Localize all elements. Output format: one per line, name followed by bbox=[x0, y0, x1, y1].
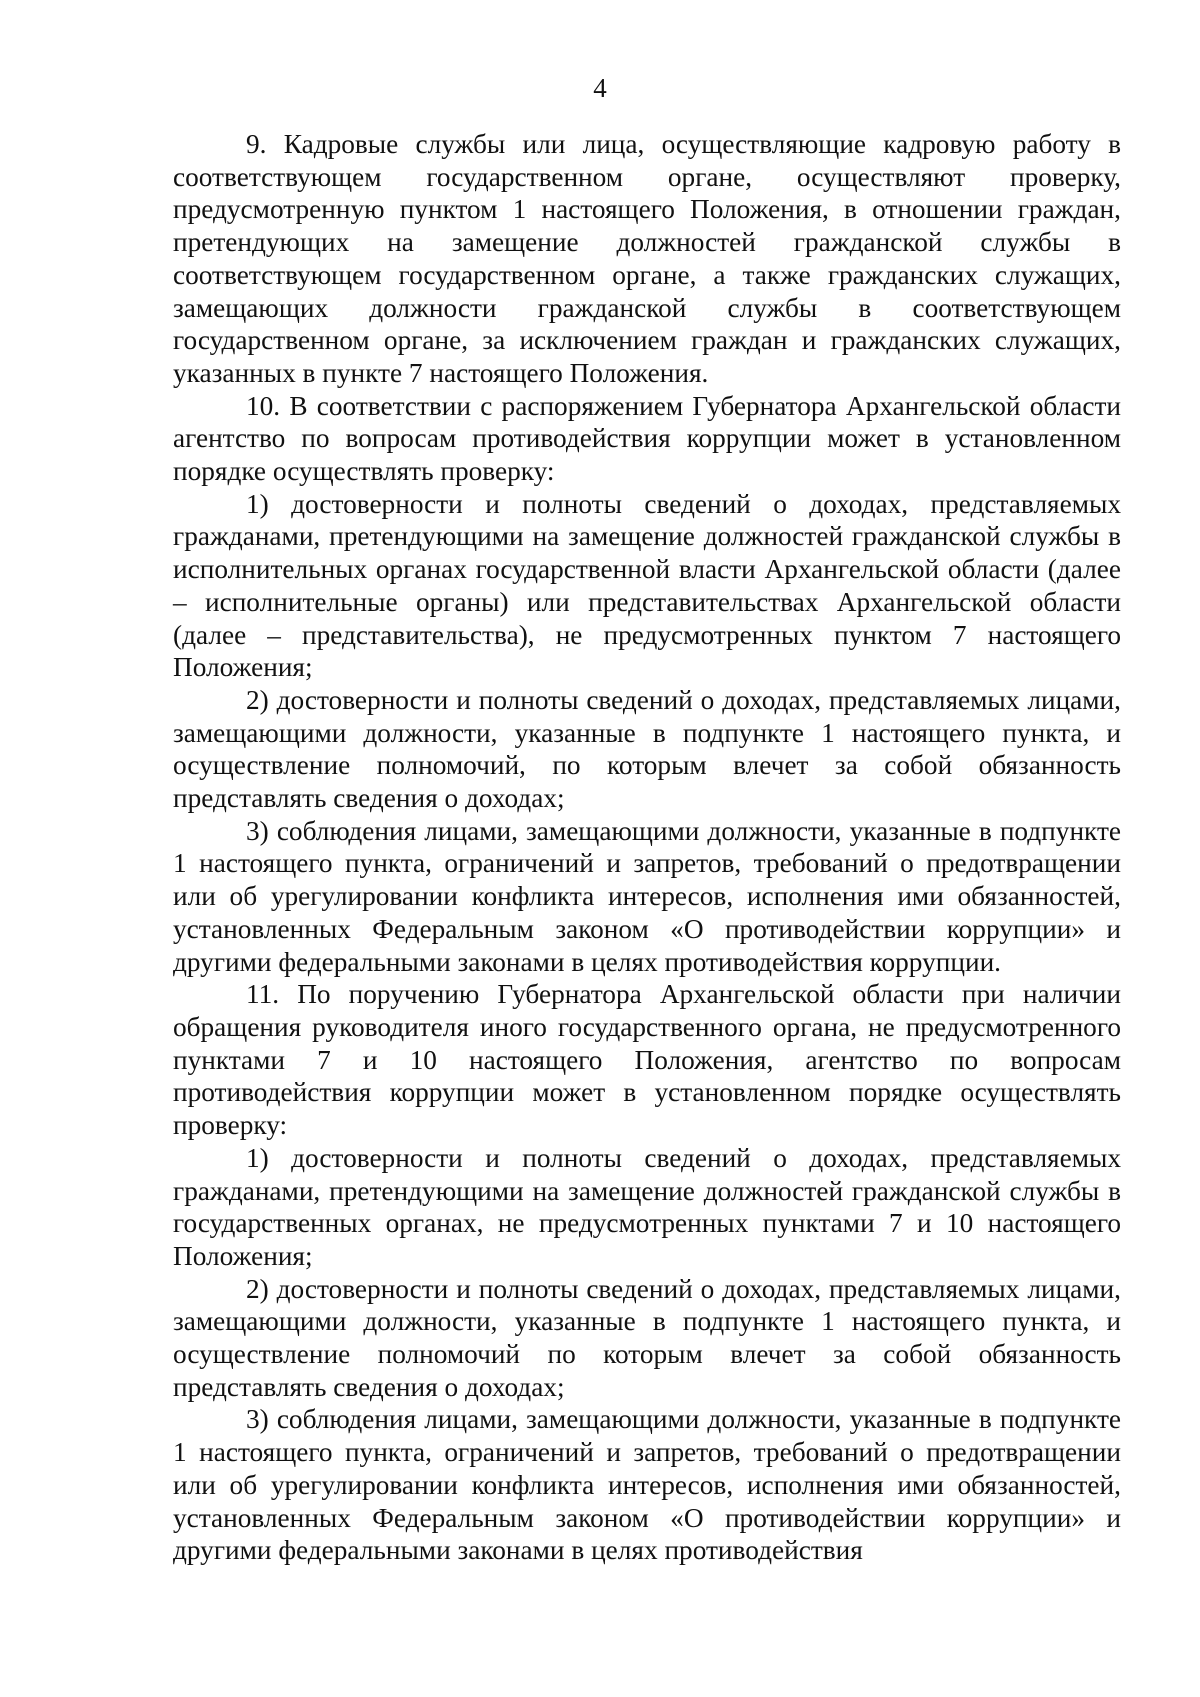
paragraph-11-item-3: 3) соблюдения лицами, замещающими должности, указанные в подпункте 1 настоящего пункта, ограничений и запретов, требований о предотвращении или об урегулировании конфликта интересов, исполнения ими обязанностей, установленных Федеральным законом «О противодействии коррупции» и другими федеральными законами в целях противодействия bbox=[173, 1404, 1121, 1566]
paragraph-10-item-3: 3) соблюдения лицами, замещающими должности, указанные в подпункте 1 настоящего пункта, ограничений и запретов, требований о предотвращении или об урегулировании конфликта интересов, исполнения ими обязанностей, установленных Федеральным законом «О противодействии коррупции» и другими федеральными законами в целях противодействия коррупции. bbox=[173, 815, 1121, 977]
paragraph-9: 9. Кадровые службы или лица, осуществляющие кадровую работу в соответствующем государственном органе, осуществляют проверку, предусмотренную пунктом 1 настоящего Положения, в отношении граждан, претендующих на замещение должностей гражданской службы в соответствующем государственном органе, а также гражданских служащих, замещающих должности гражданской службы в соответствующем государственном органе, за исключением граждан и гражданских служащих, указанных в пункте 7 настоящего Положения. bbox=[173, 129, 1121, 388]
page-number: 4 bbox=[593, 73, 607, 103]
document-body bbox=[173, 128, 1121, 1567]
paragraph-10: 10. В соответствии с распоряжением Губернатора Архангельской области агентство по вопросам противодействия коррупции может в установленном порядке осуществлять проверку: bbox=[173, 390, 1121, 487]
paragraph-11-item-2: 2) достоверности и полноты сведений о доходах, представляемых лицами, замещающими должности, указанные в подпункте 1 настоящего пункта, и осуществление полномочий по которым влечет за собой обязанность представлять сведения о доходах; bbox=[173, 1273, 1121, 1402]
paragraph-10-item-1: 1) достоверности и полноты сведений о доходах, представляемых гражданами, претендующими на замещение должностей гражданской службы в исполнительных органах государственной власти Архангельской области (далее – исполнительные органы) или представительствах Архангельской области (далее – представительства), не предусмотренных пунктом 7 настоящего Положения; bbox=[173, 488, 1121, 683]
paragraph-11-item-1: 1) достоверности и полноты сведений о доходах, представляемых гражданами, претендующими на замещение должностей гражданской службы в государственных органах, не предусмотренных пунктами 7 и 10 настоящего Положения; bbox=[173, 1142, 1121, 1271]
paragraph-10-item-2: 2) достоверности и полноты сведений о доходах, представляемых лицами, замещающими должности, указанные в подпункте 1 настоящего пункта, и осуществление полномочий, по которым влечет за собой обязанность представлять сведения о доходах; bbox=[173, 684, 1121, 814]
paragraph-11: 11. По поручению Губернатора Архангельской области при наличии обращения руководителя иного государственного органа, не предусмотренного пунктами 7 и 10 настоящего Положения, агентство по вопросам противодействия коррупции может в установленном порядке осуществлять проверку: bbox=[173, 979, 1121, 1141]
